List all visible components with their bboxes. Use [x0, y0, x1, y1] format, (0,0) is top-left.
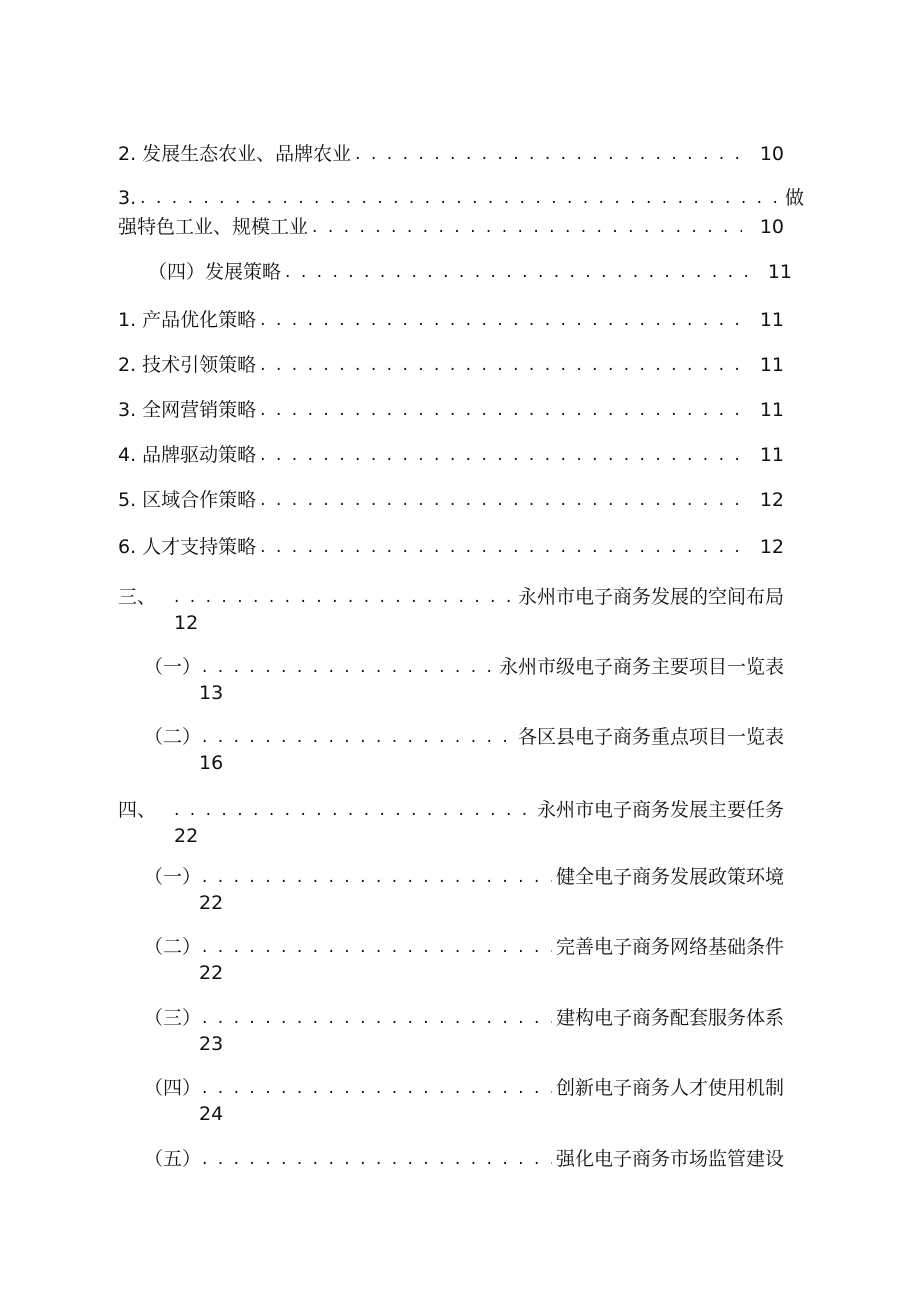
- dot-leader: [355, 141, 742, 167]
- toc-section: [144, 864, 784, 890]
- toc-entry-label: 5. 区域合作策略: [118, 489, 257, 511]
- toc-section-page: 24: [199, 1103, 224, 1125]
- toc-entry-page: 11: [759, 399, 784, 421]
- toc-section-title: 永州市级电子商务主要项目一览表: [498, 656, 784, 678]
- toc-section: [144, 654, 784, 680]
- toc-section-number: （一）: [144, 866, 202, 888]
- toc-section-title: 强化电子商务市场监管建设: [555, 1148, 784, 1170]
- toc-entry-page: 11: [759, 444, 784, 466]
- toc-section-page: 22: [199, 892, 224, 914]
- dot-leader: [140, 185, 781, 211]
- toc-entry: [118, 442, 784, 468]
- dot-leader: [202, 724, 514, 750]
- toc-entry-page: 11: [767, 261, 792, 283]
- toc-entry-page: 11: [759, 354, 784, 376]
- toc-entry-label: 3.: [118, 187, 137, 209]
- toc-entry-page: 10: [759, 143, 784, 165]
- dot-leader: [202, 654, 495, 680]
- toc-section-number: （五）: [144, 1148, 202, 1170]
- dot-leader: [312, 214, 742, 240]
- toc-entry-label: （四）发展策略: [148, 261, 282, 283]
- toc-entry-label: 强特色工业、规模工业: [118, 216, 309, 238]
- toc-entry-page: 12: [759, 536, 784, 558]
- toc-section: [144, 1005, 784, 1031]
- dot-leader: [202, 1075, 552, 1101]
- dot-leader: [285, 259, 750, 285]
- dot-leader: [202, 934, 552, 960]
- dot-leader: [174, 797, 533, 823]
- toc-section-page: 13: [199, 682, 224, 704]
- toc-section-page: 23: [199, 1033, 224, 1055]
- toc-section-number: 四、: [118, 799, 157, 821]
- dot-leader: [260, 442, 742, 468]
- toc-entry-label: 2. 技术引领策略: [118, 354, 257, 376]
- toc-entry-label: 4. 品牌驱动策略: [118, 444, 257, 466]
- toc-entry: [118, 534, 784, 560]
- toc-entry: [118, 307, 784, 333]
- dot-leader: [260, 397, 742, 423]
- toc-entry: [118, 352, 784, 378]
- toc-section-title: 建构电子商务配套服务体系: [555, 1007, 784, 1029]
- toc-section-title: 创新电子商务人才使用机制: [555, 1077, 784, 1099]
- dot-leader: [260, 307, 742, 333]
- toc-section: [144, 724, 784, 750]
- toc-entry: [118, 397, 784, 423]
- toc-section-number: （三）: [144, 1007, 202, 1029]
- toc-section: [118, 584, 784, 610]
- toc-entry-label: 6. 人才支持策略: [118, 536, 257, 558]
- toc-section: [118, 797, 784, 823]
- toc-section-title: 永州市电子商务发展的空间布局: [517, 586, 784, 608]
- toc-section-title: 健全电子商务发展政策环境: [555, 866, 784, 888]
- dot-leader: [260, 487, 742, 513]
- toc-entry: [118, 185, 804, 211]
- toc-section: [144, 934, 784, 960]
- toc-section-page: 22: [199, 962, 224, 984]
- toc-entry: [118, 487, 784, 513]
- toc-section-page: 12: [174, 612, 199, 634]
- toc-section-page: 16: [199, 752, 224, 774]
- dot-leader: [202, 864, 552, 890]
- toc-section-number: （二）: [144, 726, 202, 748]
- dot-leader: [260, 352, 742, 378]
- dot-leader: [202, 1005, 552, 1031]
- toc-section-number: （二）: [144, 936, 202, 958]
- toc-entry-label: 3. 全网营销策略: [118, 399, 257, 421]
- toc-section-number: （一）: [144, 656, 202, 678]
- toc-section-title: 永州市电子商务发展主要任务: [536, 799, 784, 821]
- dot-leader: [202, 1146, 552, 1172]
- toc-entry-page: 11: [759, 309, 784, 331]
- toc-section: [144, 1075, 784, 1101]
- toc-entry: [118, 141, 784, 167]
- dot-leader: [174, 584, 514, 610]
- toc-entry-continuation: [118, 214, 784, 240]
- toc-section: [144, 1146, 784, 1172]
- toc-entry-page: 10: [759, 216, 784, 238]
- toc-section-title: 完善电子商务网络基础条件: [555, 936, 784, 958]
- toc-section-title: 各区县电子商务重点项目一览表: [517, 726, 784, 748]
- dot-leader: [260, 534, 742, 560]
- toc-entry-label: 1. 产品优化策略: [118, 309, 257, 331]
- toc-entry-label-tail: 做: [784, 187, 804, 209]
- toc-section-number: （四）: [144, 1077, 202, 1099]
- toc-section-number: 三、: [118, 586, 157, 608]
- toc-section-page: 22: [174, 825, 199, 847]
- toc-entry-label: 2. 发展生态农业、品牌农业: [118, 143, 352, 165]
- toc-entry-page: 12: [759, 489, 784, 511]
- toc-entry: [148, 259, 792, 285]
